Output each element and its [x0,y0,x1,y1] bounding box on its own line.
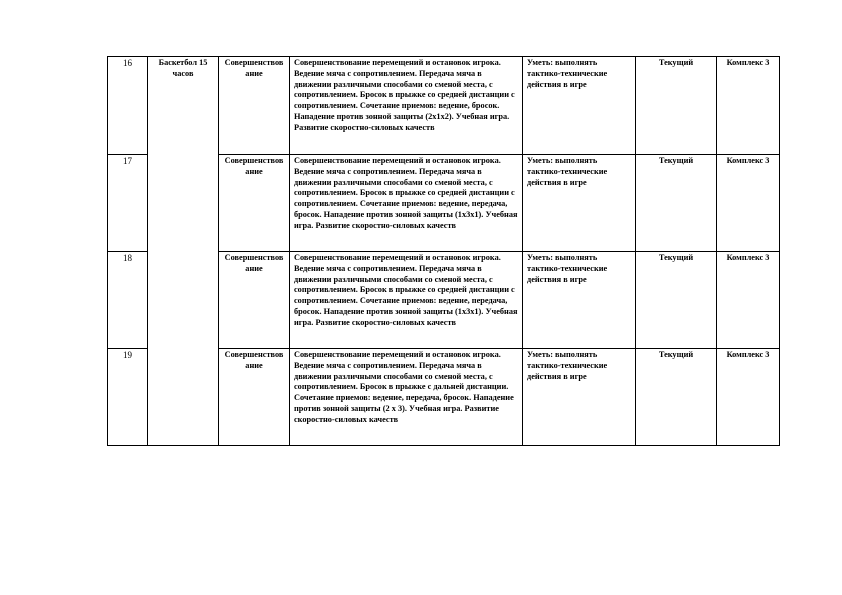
requirements: Уметь: выполнять тактико-технические действия в игре [523,57,636,155]
lesson-number: 19 [108,349,148,446]
control-type: Текущий [636,155,717,252]
control-type: Текущий [636,349,717,446]
lesson-number: 16 [108,57,148,155]
homework: Комплекс 3 [717,57,780,155]
lesson-number: 17 [108,155,148,252]
lesson-number: 18 [108,252,148,349]
lesson-plan-table [107,56,780,446]
section-title: Баскетбол 15 часов [148,57,219,446]
lesson-type: Совершенствование [219,349,290,446]
homework: Комплекс 3 [717,252,780,349]
control-type: Текущий [636,57,717,155]
lesson-content: Совершенствование перемещений и остановок игрока. Ведение мяча с сопротивлением. Передача мяча в движении различными способами со сменой места, с сопротивлением. Бросок в прыжке со средней дистанции с сопротивлением. Сочетание приемов: ведение, передача, бросок. Нападение против зонной защиты (1х3х1). Учебная игра. Развитие скоростно-силовых качеств [290,252,523,349]
requirements: Уметь: выполнять тактико-технические действия в игре [523,252,636,349]
table-row [108,57,780,155]
requirements: Уметь: выполнять тактико-технические действия в игре [523,155,636,252]
lesson-type: Совершенствование [219,57,290,155]
control-type: Текущий [636,252,717,349]
homework: Комплекс 3 [717,349,780,446]
lesson-content: Совершенствование перемещений и остановок игрока. Ведение мяча с сопротивлением. Передача мяча в движении различными способами со сменой места, с сопротивлением. Бросок в прыжке со средней дистанции с сопротивлением. Сочетание приемов: ведение, передача, бросок. Нападение против зонной защиты (1х3х1). Учебная игра. Развитие скоростно-силовых качеств [290,155,523,252]
lesson-content: Совершенствование перемещений и остановок игрока. Ведение мяча с сопротивлением. Передача мяча в движении различными способами со сменой места, с сопротивлением. Бросок в прыжке с дальней дистанции. Сочетание приемов: ведение, передача, бросок. Нападение против зонной защиты (2 х 3). Учебная игра. Развитие скоростно-силовых качеств [290,349,523,446]
requirements: Уметь: выполнять тактико-технические действия в игре [523,349,636,446]
lesson-type: Совершенствование [219,252,290,349]
lesson-type: Совершенствование [219,155,290,252]
lesson-content: Совершенствование перемещений и остановок игрока. Ведение мяча с сопротивлением. Передача мяча в движении различными способами со сменой места, с сопротивлением. Бросок в прыжке со средней дистанции с сопротивлением. Сочетание приемов: ведение, бросок. Нападение против зонной защиты (2х1х2). Учебная игра. Развитие скоростно-силовых качеств [290,57,523,155]
homework: Комплекс 3 [717,155,780,252]
